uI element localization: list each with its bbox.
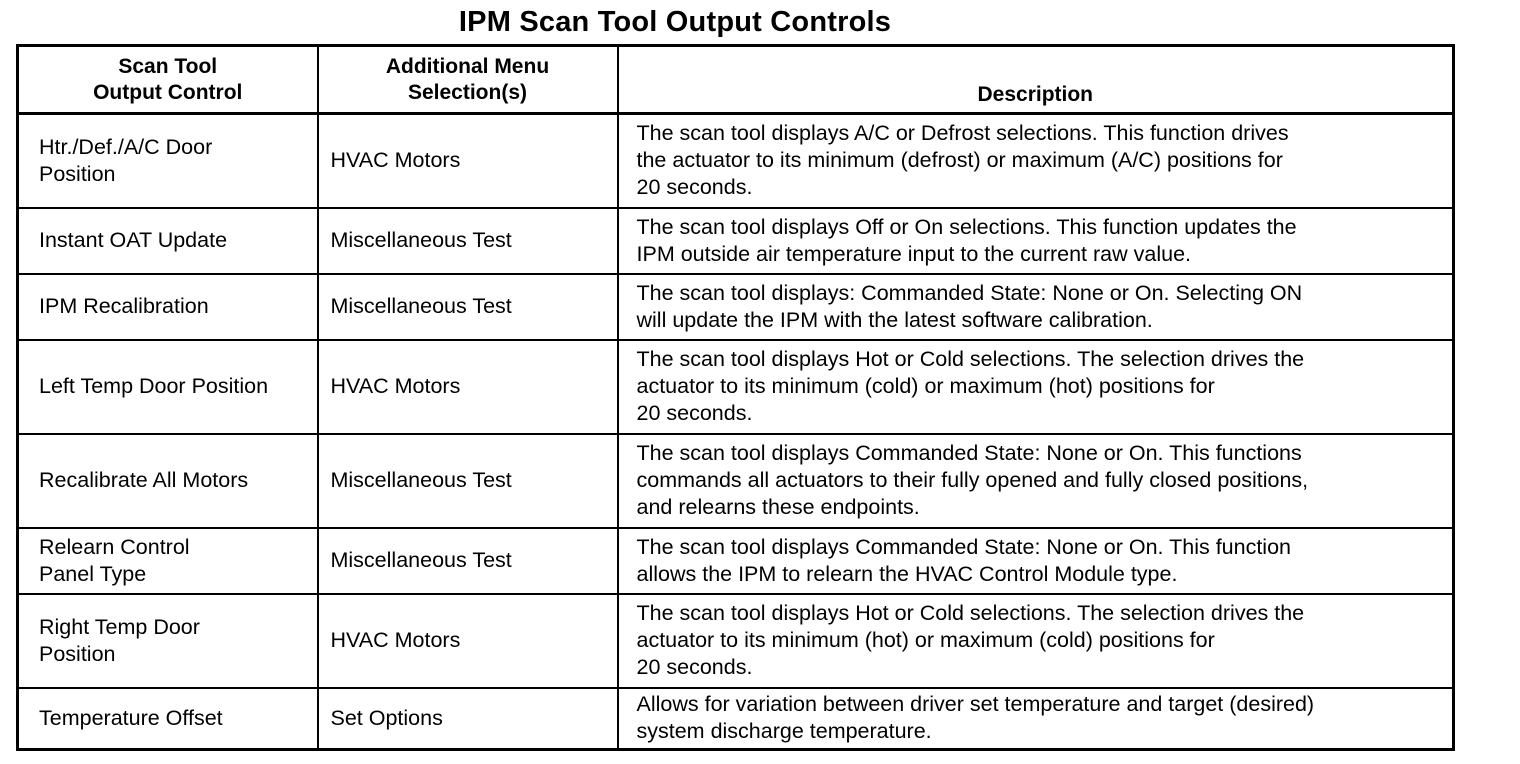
menu-selection-cell: HVAC Motors (318, 114, 618, 208)
table-row (18, 594, 1454, 688)
description-cell: The scan tool displays Off or On selections. This function updates the IPM outside air temperature input to the current raw value. (618, 208, 1454, 274)
table-row (18, 340, 1454, 434)
output-control-cell: IPM Recalibration (18, 274, 318, 340)
output-control-cell: Temperature Offset (18, 688, 318, 750)
description-cell: The scan tool displays Commanded State: None or On. This functions commands all actuators to their fully opened and fully closed positions, and relearns these endpoints. (618, 434, 1454, 528)
menu-selection-cell: Set Options (318, 688, 618, 750)
description-cell: The scan tool displays Commanded State: None or On. This function allows the IPM to relearn the HVAC Control Module type. (618, 528, 1454, 594)
table-row (18, 688, 1454, 750)
description-cell: The scan tool displays A/C or Defrost selections. This function drives the actuator to its minimum (defrost) or maximum (A/C) positions for 20 seconds. (618, 114, 1454, 208)
table-row (18, 274, 1454, 340)
output-control-cell: Recalibrate All Motors (18, 434, 318, 528)
output-control-cell: Htr./Def./A/C Door Position (18, 114, 318, 208)
header-output-control: Scan Tool Output Control (18, 46, 318, 114)
table-row (18, 528, 1454, 594)
menu-selection-cell: Miscellaneous Test (318, 274, 618, 340)
output-control-cell: Instant OAT Update (18, 208, 318, 274)
table-row (18, 114, 1454, 208)
output-controls-table (16, 44, 1455, 751)
description-cell: The scan tool displays Hot or Cold selections. The selection drives the actuator to its minimum (cold) or maximum (hot) positions for 20 seconds. (618, 340, 1454, 434)
table-row (18, 208, 1454, 274)
header-description: Description (618, 46, 1454, 114)
menu-selection-cell: HVAC Motors (318, 340, 618, 434)
page-title: IPM Scan Tool Output Controls (458, 6, 892, 38)
menu-selection-cell: Miscellaneous Test (318, 208, 618, 274)
description-cell: The scan tool displays: Commanded State: None or On. Selecting ON will update the IPM with the latest software calibration. (618, 274, 1454, 340)
output-control-cell: Relearn Control Panel Type (18, 528, 318, 594)
header-menu-selection: Additional Menu Selection(s) (318, 46, 618, 114)
header-row (18, 46, 1454, 114)
output-control-cell: Right Temp Door Position (18, 594, 318, 688)
description-cell: The scan tool displays Hot or Cold selections. The selection drives the actuator to its minimum (hot) or maximum (cold) positions for 20 seconds. (618, 594, 1454, 688)
output-control-cell: Left Temp Door Position (18, 340, 318, 434)
table-row (18, 434, 1454, 528)
menu-selection-cell: Miscellaneous Test (318, 434, 618, 528)
menu-selection-cell: Miscellaneous Test (318, 528, 618, 594)
menu-selection-cell: HVAC Motors (318, 594, 618, 688)
description-cell: Allows for variation between driver set temperature and target (desired) system discharge temperature. (618, 688, 1454, 750)
